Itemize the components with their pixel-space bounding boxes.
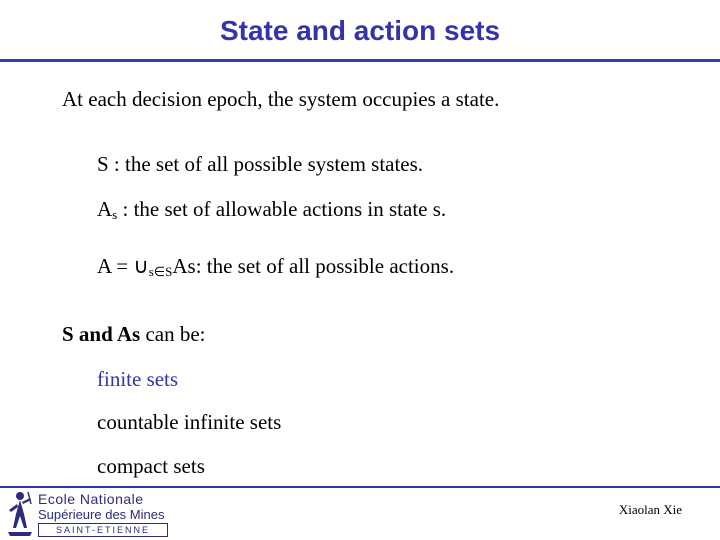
option-countable-infinite-sets: countable infinite sets — [97, 410, 282, 434]
all-actions-definition — [97, 253, 454, 285]
option-finite-sets: finite sets — [97, 367, 179, 391]
action-set-definition — [97, 196, 446, 228]
action-set-text: : the set of allowable actions in state s. — [117, 197, 447, 221]
action-set-subscript: s — [112, 207, 118, 222]
miner-figure-icon — [6, 488, 34, 538]
logo-city-box — [38, 523, 168, 537]
section-heading-rest: can be: — [140, 322, 206, 346]
author-name: Xiaolan Xie — [618, 502, 682, 517]
logo-text-line1: Ecole Nationale — [38, 491, 144, 507]
state-set-definition: S : the set of all possible system states. — [97, 152, 424, 176]
title-divider — [0, 59, 720, 62]
all-actions-text: As: the set of all possible actions. — [172, 254, 455, 278]
intro-text: At each decision epoch, the system occupies a state. — [62, 87, 500, 111]
logo-text-line3: SAINT-ETIENNE — [55, 525, 150, 535]
all-actions-subscript: s∈S — [148, 264, 173, 279]
action-set-symbol: A — [97, 197, 113, 221]
section-heading-bold: S and As — [62, 322, 141, 346]
logo-text-line2: Supérieure des Mines — [38, 507, 165, 522]
school-logo — [4, 488, 184, 538]
all-actions-symbol: A = ∪ — [97, 254, 149, 278]
section-heading — [62, 321, 206, 347]
option-compact-sets: compact sets — [97, 454, 205, 478]
slide-title: State and action sets — [219, 15, 501, 46]
